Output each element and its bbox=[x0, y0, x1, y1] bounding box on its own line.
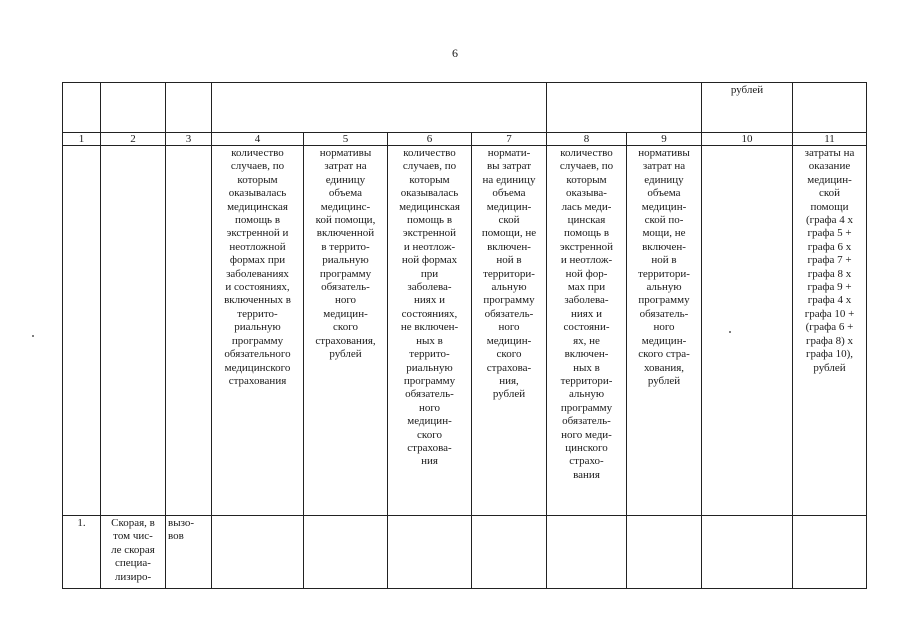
header-cell bbox=[101, 83, 166, 133]
row-cell bbox=[627, 516, 702, 589]
desc-col8: количество случаев, по которым оказыва- лась меди- цинская помощь в экстренной и неотлож- ной фор- мах при заболева- ниях и состояни- ях, не включен- ных в территори- альную программу обязатель- ного меди- цинского страхо- вания bbox=[547, 146, 627, 516]
desc-col11: затраты на оказание медицин- ской помощи (графа 4 x графа 5 + графа 6 x графа 7 + графа 8 x графа 9 + графа 4 x графа 10 + (графа 6 + графа 8) x графа 10), рублей bbox=[793, 146, 867, 516]
header-cell-merged bbox=[547, 83, 702, 133]
header-cell-col10 bbox=[702, 83, 793, 133]
desc-col9: нормативы затрат на единицу объема медицин- ской по- мощи, не включен- ной в территори- альную программу обязатель- ного медицин- ского стра- хования, рублей bbox=[627, 146, 702, 516]
column-number: 4 bbox=[212, 133, 304, 146]
desc-cell bbox=[63, 146, 101, 516]
row-cell bbox=[702, 516, 793, 589]
desc-col6: количество случаев, по которым оказывалась медицинская помощь в экстренной и неотлож- ной формах при заболева- ниях и состояниях, не включен- ных в террито- риальную программу обязатель- ного медицин- ского страхова- ния bbox=[388, 146, 472, 516]
header-cell bbox=[793, 83, 867, 133]
row-cell bbox=[304, 516, 388, 589]
row-cell bbox=[793, 516, 867, 589]
column-number: 6 bbox=[388, 133, 472, 146]
scan-speck bbox=[729, 331, 731, 333]
column-number: 1 bbox=[63, 133, 101, 146]
header-cell-merged bbox=[212, 83, 547, 133]
column-number: 5 bbox=[304, 133, 388, 146]
desc-cell bbox=[702, 146, 793, 516]
column-number-row bbox=[63, 133, 867, 146]
row-cell bbox=[547, 516, 627, 589]
table-row bbox=[63, 516, 867, 589]
page-number: 6 bbox=[452, 46, 458, 60]
row-cell bbox=[472, 516, 547, 589]
column-number: 7 bbox=[472, 133, 547, 146]
column-number: 3 bbox=[166, 133, 212, 146]
desc-cell bbox=[166, 146, 212, 516]
column-number: 2 bbox=[101, 133, 166, 146]
column-number: 11 bbox=[793, 133, 867, 146]
desc-col7: нормати- вы затрат на единицу объема медицин- ской помощи, не включен- ной в территори- альную программу обязатель- ного медицин- ского страхова- ния, рублей bbox=[472, 146, 547, 516]
column-description-row bbox=[63, 146, 867, 516]
cost-table bbox=[62, 82, 867, 589]
desc-cell bbox=[101, 146, 166, 516]
desc-col4: количество случаев, по которым оказывалась медицинская помощь в экстренной и неотложной формах при заболеваниях и состояниях, включенных в террито- риальную программу обязательного медицинского страхования bbox=[212, 146, 304, 516]
table-header-top-row bbox=[63, 83, 867, 133]
header-cell bbox=[166, 83, 212, 133]
row-cell bbox=[388, 516, 472, 589]
row-name: Скорая, в том чис- ле скорая специа- лизиро- bbox=[101, 516, 166, 589]
row-unit: вызо- вов bbox=[166, 516, 212, 589]
column-number: 8 bbox=[547, 133, 627, 146]
row-cell bbox=[212, 516, 304, 589]
currency-label: рублей bbox=[730, 84, 764, 96]
desc-col5: нормативы затрат на единицу объема медицинс- кой помощи, включенной в террито- риальную программу обязатель- ного медицин- ского страхования, рублей bbox=[304, 146, 388, 516]
header-cell bbox=[63, 83, 101, 133]
row-number: 1. bbox=[63, 516, 101, 589]
column-number: 9 bbox=[627, 133, 702, 146]
scan-speck bbox=[32, 335, 34, 337]
column-number: 10 bbox=[702, 133, 793, 146]
